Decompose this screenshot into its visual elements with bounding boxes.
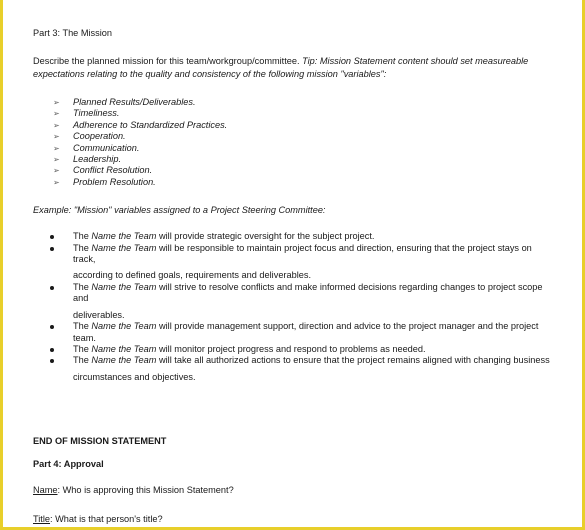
list-item xyxy=(50,231,553,242)
example-text: will strive to resolve conflicts and make informed decisions regarding changes to project scope and xyxy=(73,281,543,304)
list-item xyxy=(53,154,553,165)
example-continuation: according to defined goals, requirements and deliverables. xyxy=(73,270,312,281)
list-item xyxy=(53,120,553,131)
name-question: : Who is approving this Mission Statement? xyxy=(57,485,234,496)
team-name-placeholder: Name the Team xyxy=(91,242,157,253)
arrow-bullet-icon: ➢ xyxy=(53,166,60,176)
example-text: will provide management support, direction and advice to the project manager and the project team. xyxy=(73,321,539,343)
mission-description xyxy=(33,55,553,81)
arrow-bullet-icon: ➢ xyxy=(53,132,60,142)
dot-bullet-icon xyxy=(50,325,54,329)
example-text: will monitor project progress and respond to problems as needed. xyxy=(156,343,426,354)
team-name-placeholder: Name the Team xyxy=(91,355,157,366)
title-prompt xyxy=(33,513,553,526)
list-item xyxy=(53,177,553,188)
variable-text: Problem Resolution. xyxy=(73,176,156,187)
arrow-bullet-icon: ➢ xyxy=(53,155,60,165)
part4-heading: Part 4: Approval xyxy=(33,459,104,470)
arrow-bullet-icon: ➢ xyxy=(53,109,60,119)
part3-heading: Part 3: The Mission xyxy=(33,28,112,38)
variable-text: Leadership. xyxy=(73,154,122,165)
variable-text: Communication. xyxy=(73,142,140,153)
description-tip: Tip: Mission Statement content should set measureable expectations relating to the quality and consistency of the following mission "variables": xyxy=(33,56,529,79)
team-name-placeholder: Name the Team xyxy=(91,281,157,292)
team-name-placeholder: Name the Team xyxy=(91,321,157,332)
example-text: will be responsible to maintain project focus and direction, ensuring that the project stays on track, xyxy=(73,242,532,265)
dot-bullet-icon xyxy=(50,348,54,352)
name-prompt xyxy=(33,484,553,497)
example-pre: The xyxy=(73,343,92,354)
dot-bullet-icon xyxy=(50,235,54,239)
arrow-bullet-icon: ➢ xyxy=(53,98,60,107)
dot-bullet-icon xyxy=(50,286,54,290)
variable-text: Adherence to Standardized Practices. xyxy=(73,119,228,130)
example-continuation: circumstances and objectives. xyxy=(73,371,196,382)
team-name-placeholder: Name the Team xyxy=(91,343,157,354)
arrow-bullet-icon: ➢ xyxy=(53,177,60,187)
name-label: Name xyxy=(33,485,58,496)
description-lead: Describe the planned mission for this team/workgroup/committee. xyxy=(33,56,303,66)
example-text: will provide strategic oversight for the subject project. xyxy=(156,231,375,242)
list-item xyxy=(50,282,553,321)
example-pre: The xyxy=(73,231,92,242)
end-of-mission-heading: END OF MISSION STATEMENT xyxy=(33,436,167,447)
example-pre: The xyxy=(73,321,92,332)
mission-variables-list xyxy=(33,97,553,188)
arrow-bullet-icon: ➢ xyxy=(53,143,60,153)
example-pre: The xyxy=(73,355,92,366)
title-label: Title xyxy=(33,514,51,525)
example-list xyxy=(33,231,553,383)
list-item xyxy=(50,355,553,383)
variable-text: Timeliness. xyxy=(73,108,120,119)
list-item xyxy=(50,321,553,344)
document-page xyxy=(33,27,553,526)
example-pre: The xyxy=(73,242,92,253)
list-item xyxy=(53,97,553,108)
list-item xyxy=(53,165,553,176)
list-item xyxy=(53,131,553,142)
variable-text: Cooperation. xyxy=(73,131,126,142)
list-item xyxy=(53,108,553,119)
example-continuation: deliverables. xyxy=(73,309,125,320)
variable-text: Conflict Resolution. xyxy=(73,165,153,176)
dot-bullet-icon xyxy=(50,359,54,363)
team-name-placeholder: Name the Team xyxy=(91,231,157,242)
title-question: : What is that person's title? xyxy=(50,514,163,525)
list-item xyxy=(50,243,553,282)
dot-bullet-icon xyxy=(50,247,54,251)
example-pre: The xyxy=(73,281,92,292)
arrow-bullet-icon: ➢ xyxy=(53,120,60,130)
example-label: Example: "Mission" variables assigned to a Project Steering Committee: xyxy=(33,205,326,216)
variable-text: Planned Results/Deliverables. xyxy=(73,97,196,107)
example-text: will take all authorized actions to ensure that the project remains aligned with changing business xyxy=(156,355,550,366)
list-item xyxy=(53,143,553,154)
list-item xyxy=(50,344,553,355)
